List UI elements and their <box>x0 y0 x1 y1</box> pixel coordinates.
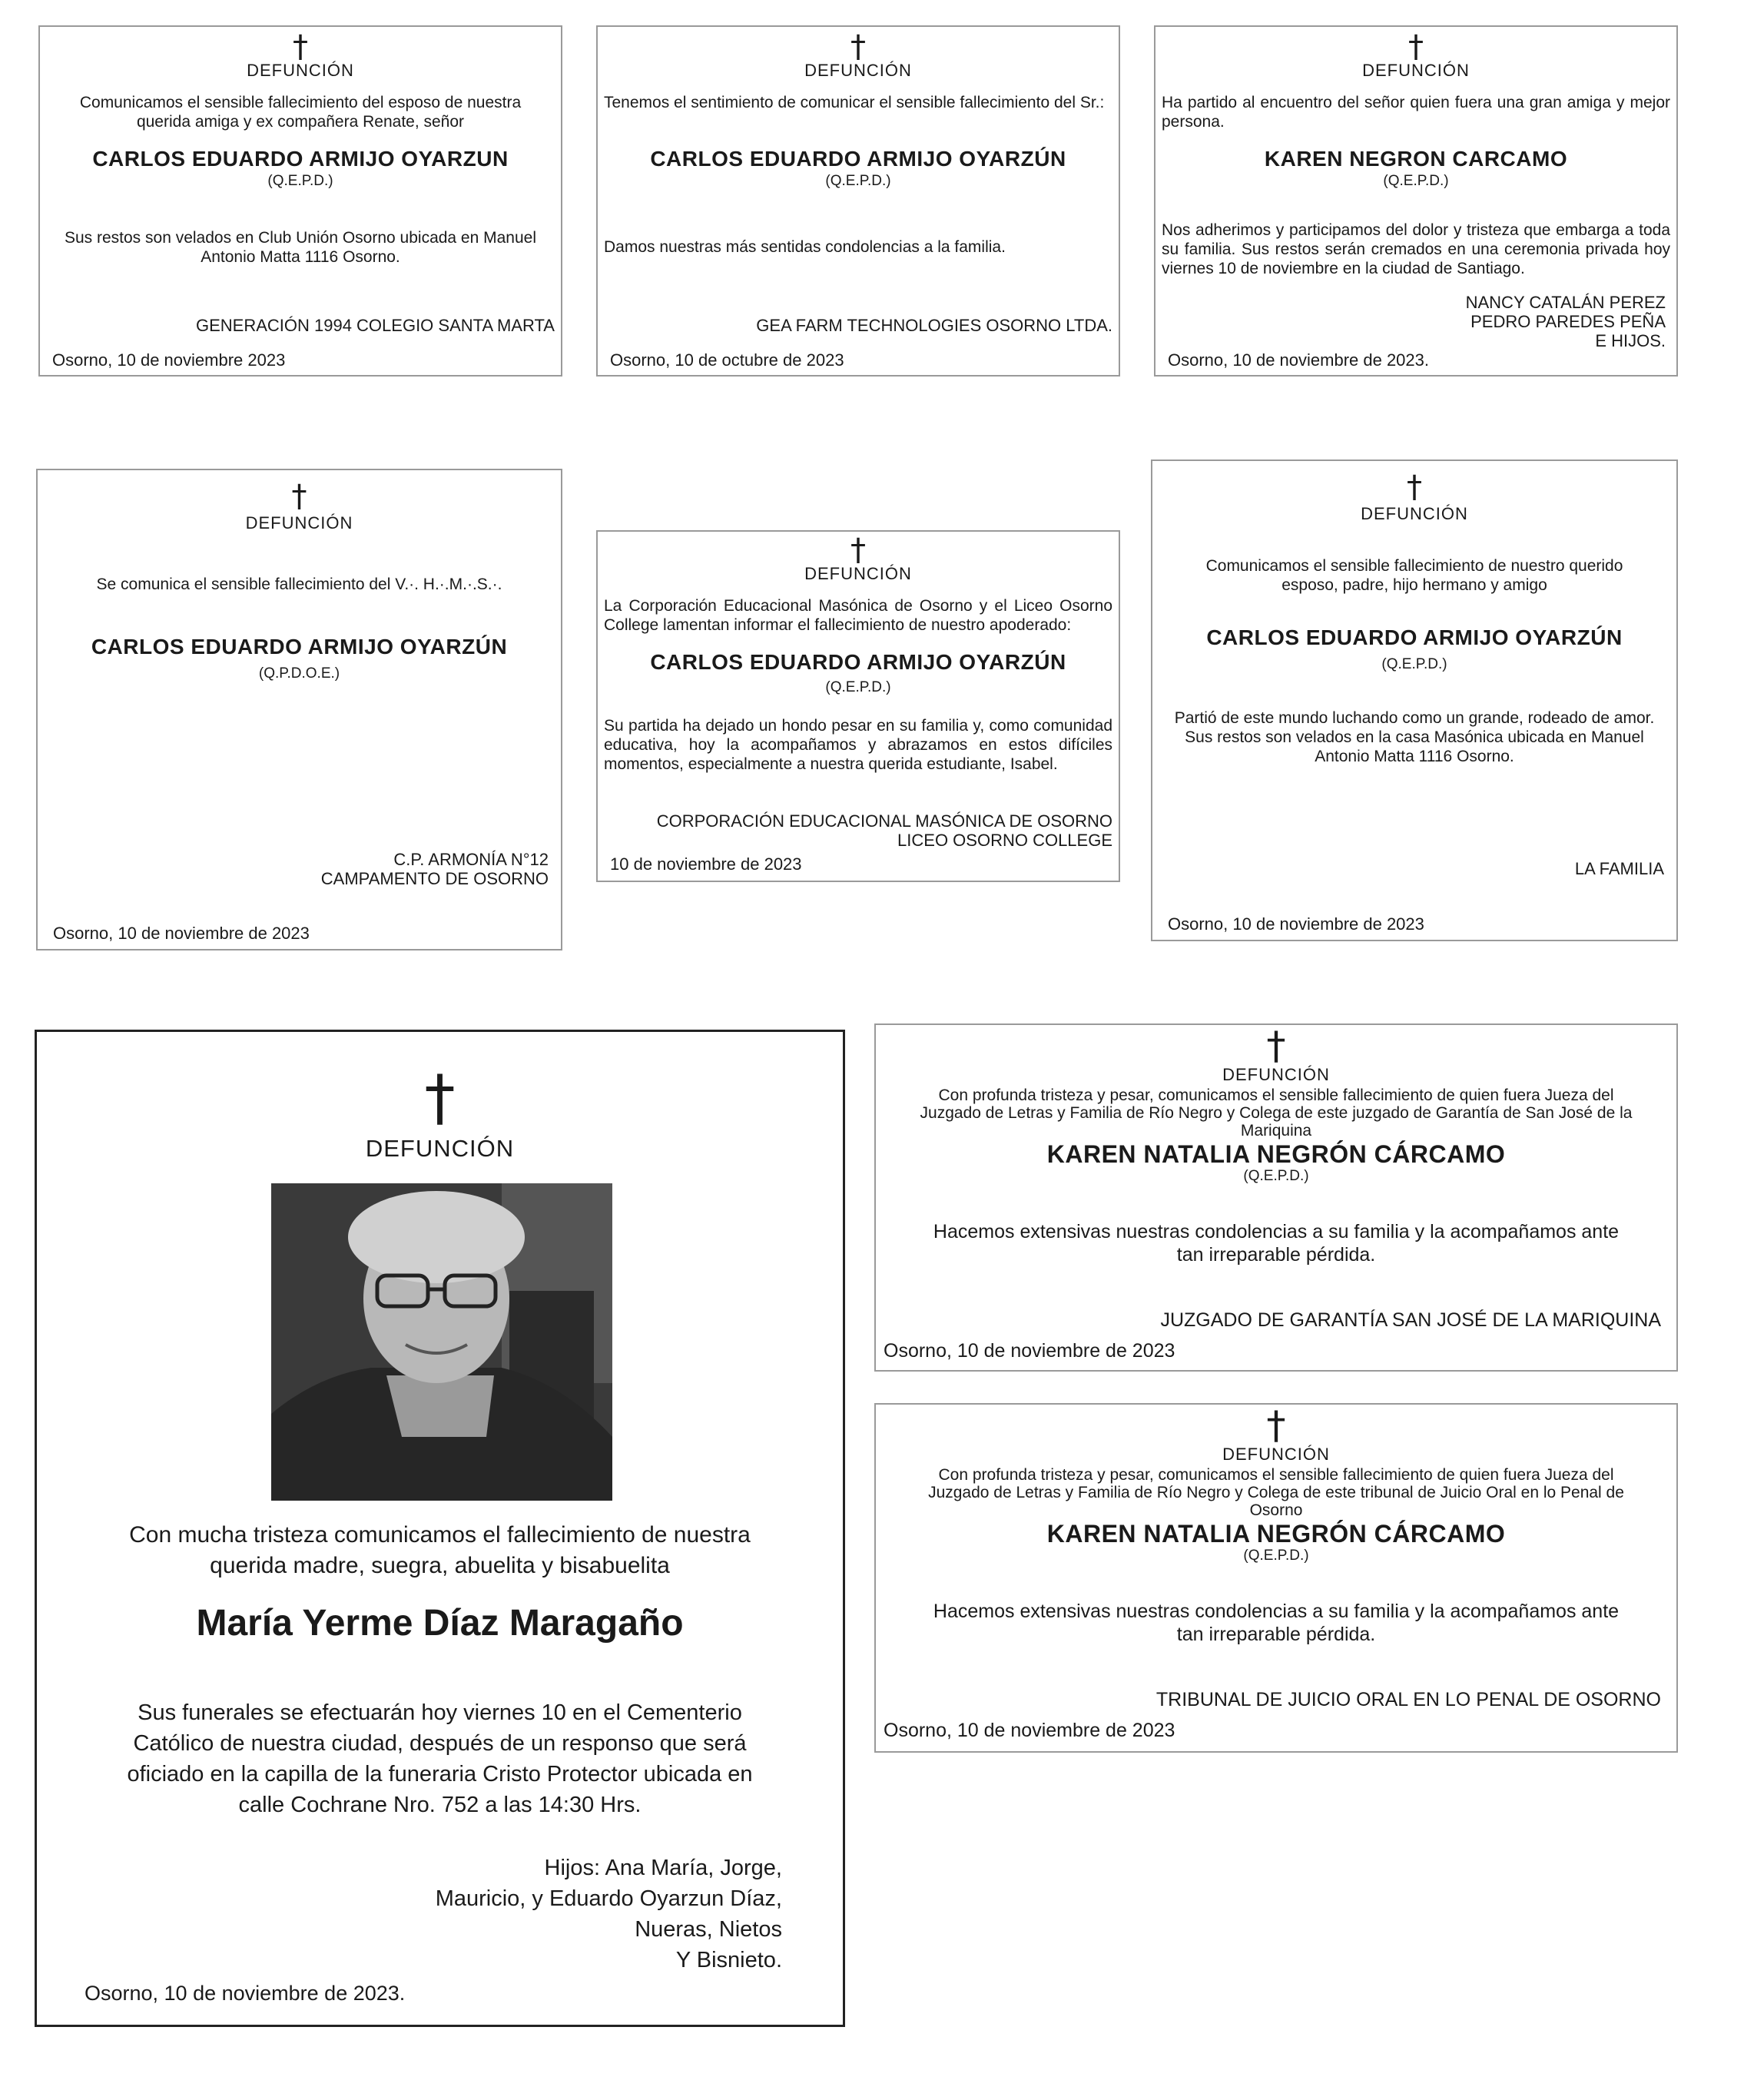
notice-date: Osorno, 10 de octubre de 2023 <box>610 350 844 370</box>
notice-heading: DEFUNCIÓN <box>1222 1445 1330 1464</box>
rip-abbreviation: (Q.E.P.D.) <box>825 679 891 695</box>
notice-signature <box>1159 293 1666 350</box>
notice-signature <box>267 1853 782 1976</box>
obituary-notice-9 <box>874 1403 1678 1753</box>
signature-line: LA FAMILIA <box>1574 859 1664 878</box>
notice-signature <box>88 850 549 888</box>
rip-abbreviation: (Q.E.P.D.) <box>1383 173 1449 189</box>
obituary-notice-8 <box>874 1023 1678 1372</box>
notice-date: Osorno, 10 de noviembre de 2023 <box>884 1340 1175 1362</box>
notice-heading: DEFUNCIÓN <box>804 61 912 80</box>
rip-abbreviation: (Q.P.D.O.E.) <box>258 665 340 682</box>
signature-line: GENERACIÓN 1994 COLEGIO SANTA MARTA <box>195 316 555 335</box>
obituary-notice-6 <box>1151 459 1678 941</box>
deceased-name: CARLOS EDUARDO ARMIJO OYARZÚN <box>650 147 1066 171</box>
cross-icon: † <box>1407 469 1422 505</box>
signature-line: PEDRO PAREDES PEÑA <box>1470 312 1666 331</box>
cross-icon: † <box>850 532 866 568</box>
notice-intro: Comunicamos el sensible fallecimiento de nuestro querido esposo, padre, hijo hermano y amigo <box>1205 557 1623 594</box>
rip-abbreviation: (Q.E.P.D.) <box>825 173 891 189</box>
obituary-notice-featured <box>35 1030 845 2027</box>
notice-date: Osorno, 10 de noviembre de 2023. <box>85 1982 406 2005</box>
notice-signature <box>893 1690 1661 1710</box>
notice-heading: DEFUNCIÓN <box>247 61 354 80</box>
deceased-name: CARLOS EDUARDO ARMIJO OYARZÚN <box>1206 625 1623 649</box>
deceased-name: KAREN NATALIA NEGRÓN CÁRCAMO <box>1046 1140 1506 1168</box>
notice-heading: DEFUNCIÓN <box>245 513 353 532</box>
notice-heading: DEFUNCIÓN <box>365 1135 515 1162</box>
notice-date: Osorno, 10 de noviembre de 2023 <box>884 1720 1175 1741</box>
notice-body: Sus funerales se efectuarán hoy viernes 10 en el Cementerio Católico de nuestra ciudad, después de un responso que será oficiado en la capilla de la funeraria Cristo Protector ubicada en calle Cochrane Nro. 752 a las 14:30 Hrs. <box>127 1700 753 1817</box>
notice-date: Osorno, 10 de noviembre 2023 <box>52 350 286 370</box>
obituary-notice-2 <box>596 25 1120 377</box>
obituary-notice-3 <box>1154 25 1678 377</box>
signature-line: Mauricio, y Eduardo Oyarzun Díaz, <box>435 1886 782 1911</box>
deceased-name: CARLOS EDUARDO ARMIJO OYARZÚN <box>91 635 508 659</box>
notice-body: Nos adherimos y participamos del dolor y tristeza que embarga a toda su familia. Sus restos serán cremados en una ceremonia privada hoy viernes 10 de noviembre en la ciudad de Santiago. <box>1162 221 1670 277</box>
obituary-notice-4 <box>36 469 562 950</box>
notice-intro: Se comunica el sensible fallecimiento del V.·. H.·.M.·.S.·. <box>96 576 502 593</box>
rip-abbreviation: (Q.E.P.D.) <box>1381 656 1447 672</box>
notice-intro: Tenemos el sentimiento de comunicar el sensible fallecimiento del Sr.: <box>604 94 1105 111</box>
notice-date: Osorno, 10 de noviembre de 2023. <box>1168 350 1430 370</box>
cross-icon: † <box>293 29 308 65</box>
signature-line: TRIBUNAL DE JUICIO ORAL EN LO PENAL DE OSORNO <box>1155 1689 1661 1710</box>
cross-icon: † <box>1266 1403 1286 1448</box>
deceased-name: María Yerme Díaz Maragaño <box>196 1603 684 1644</box>
notice-signature <box>605 316 1112 335</box>
notice-intro: Ha partido al encuentro del señor quien fuera una gran amiga y mejor persona. <box>1162 94 1670 131</box>
portrait-image <box>271 1183 612 1501</box>
cross-icon: † <box>1408 29 1424 65</box>
notice-body: Sus restos son velados en Club Unión Osorno ubicada en Manuel Antonio Matta 1116 Osorno. <box>64 229 537 266</box>
cross-icon: † <box>850 29 866 65</box>
notice-heading: DEFUNCIÓN <box>1362 61 1470 80</box>
obituary-notice-1 <box>38 25 562 377</box>
notice-body: Su partida ha dejado un hondo pesar en su familia y, como comunidad educativa, hoy la acompañamos y abrazamos en estos difíciles momentos, especialmente a nuestra querida estudiante, Isabel. <box>604 717 1112 773</box>
notice-intro: Con profunda tristeza y pesar, comunicamos el sensible fallecimiento de quien fuera Jueza del Juzgado de Letras y Familia de Río Negro y Colega de este juzgado de Garantía de San José de la Mariquina <box>920 1086 1633 1140</box>
notice-date: 10 de noviembre de 2023 <box>610 854 802 874</box>
rip-abbreviation: (Q.E.P.D.) <box>267 173 333 189</box>
deceased-name: KAREN NATALIA NEGRÓN CÁRCAMO <box>1046 1520 1506 1548</box>
notice-intro: La Corporación Educacional Masónica de Osorno y el Liceo Osorno College lamentan informar el fallecimiento de nuestro apoderado: <box>604 597 1112 634</box>
cross-icon: † <box>291 479 307 514</box>
notice-intro: Con mucha tristeza comunicamos el fallecimiento de nuestra querida madre, suegra, abuelita y bisabuelita <box>129 1522 751 1578</box>
rip-abbreviation: (Q.E.P.D.) <box>1243 1548 1309 1564</box>
notice-date: Osorno, 10 de noviembre de 2023 <box>53 924 310 943</box>
notice-body: Hacemos extensivas nuestras condolencias a su familia y la acompañamos ante tan irreparable pérdida. <box>933 1601 1620 1645</box>
notice-body: Partió de este mundo luchando como un grande, rodeado de amor. Sus restos son velados en la casa Masónica ubicada en Manuel Antonio Matta 1116 Osorno. <box>1174 709 1655 765</box>
notice-heading: DEFUNCIÓN <box>1361 504 1468 523</box>
deceased-name: KAREN NEGRON CARCAMO <box>1264 147 1568 171</box>
notice-signature <box>48 316 555 335</box>
rip-abbreviation: (Q.E.P.D.) <box>1243 1168 1309 1184</box>
signature-line: CAMPAMENTO DE OSORNO <box>320 869 549 888</box>
obituary-notice-5 <box>596 530 1120 882</box>
notice-heading: DEFUNCIÓN <box>1222 1065 1330 1084</box>
notice-heading: DEFUNCIÓN <box>804 564 912 583</box>
notice-date: Osorno, 10 de noviembre de 2023 <box>1168 914 1424 934</box>
notice-body: Damos nuestras más sentidas condolencias a la familia. <box>604 238 1006 256</box>
signature-line: GEA FARM TECHNOLOGIES OSORNO LTDA. <box>756 316 1112 335</box>
signature-line: E HIJOS. <box>1595 331 1666 350</box>
signature-line: NANCY CATALÁN PEREZ <box>1465 293 1666 312</box>
notice-intro: Con profunda tristeza y pesar, comunicamos el sensible fallecimiento de quien fuera Jueza del Juzgado de Letras y Familia de Río Negro y Colega de este tribunal de Juicio Oral en lo Penal de Osorno <box>928 1466 1624 1519</box>
signature-line: C.P. ARMONÍA N°12 <box>393 850 549 869</box>
notice-body: Hacemos extensivas nuestras condolencias a su familia y la acompañamos ante tan irreparable pérdida. <box>933 1221 1620 1266</box>
cross-icon: † <box>1266 1023 1286 1068</box>
cross-icon: † <box>424 1062 456 1133</box>
notice-signature <box>893 1311 1661 1330</box>
signature-line: JUZGADO DE GARANTÍA SAN JOSÉ DE LA MARIQUINA <box>1160 1309 1661 1331</box>
notice-intro: Comunicamos el sensible fallecimiento del esposo de nuestra querida amiga y ex compañera Renate, señor <box>79 94 522 131</box>
notice-signature <box>605 811 1112 850</box>
signature-line: Nueras, Nietos <box>635 1917 782 1942</box>
signature-line: LICEO OSORNO COLLEGE <box>897 831 1112 850</box>
deceased-name: CARLOS EDUARDO ARMIJO OYARZUN <box>92 147 509 171</box>
signature-line: CORPORACIÓN EDUCACIONAL MASÓNICA DE OSORNO <box>656 811 1112 831</box>
notice-signature <box>1203 859 1664 878</box>
signature-line: Y Bisnieto. <box>675 1948 782 1972</box>
signature-line: Hijos: Ana María, Jorge, <box>544 1856 782 1880</box>
deceased-name: CARLOS EDUARDO ARMIJO OYARZÚN <box>650 650 1066 674</box>
deceased-photo <box>271 1183 612 1501</box>
